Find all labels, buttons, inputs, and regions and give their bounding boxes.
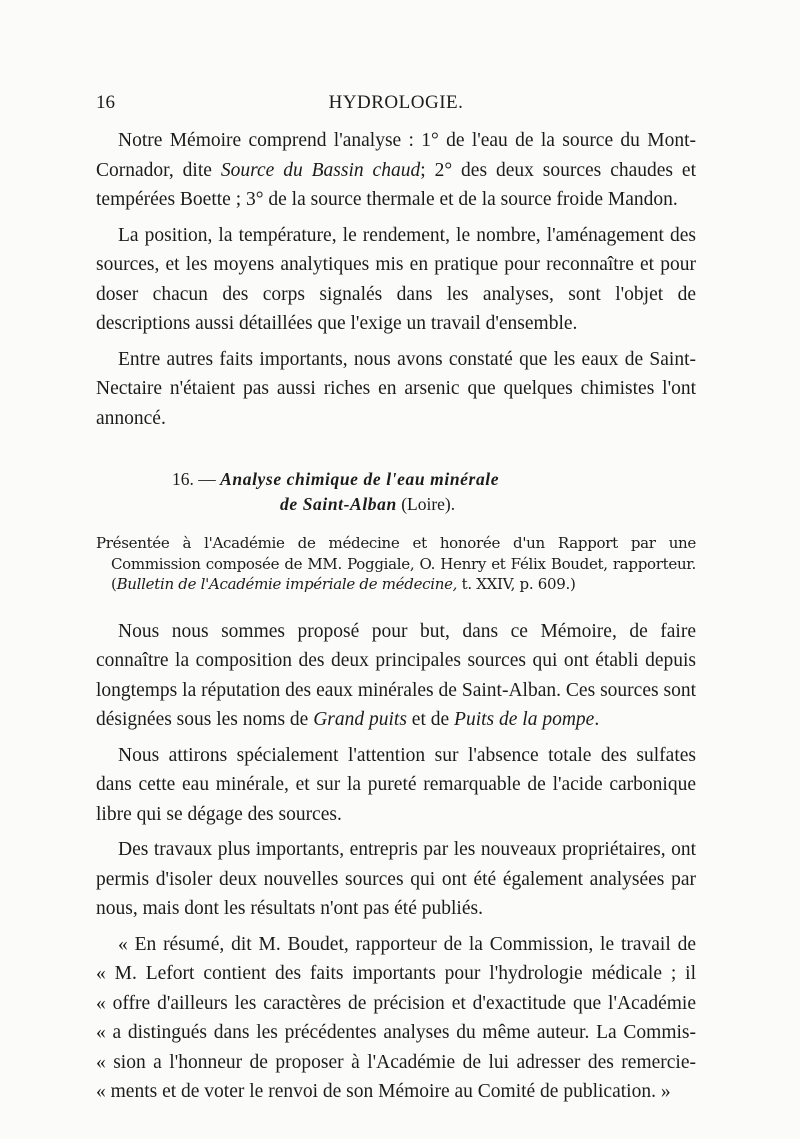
- paragraph-text: Nous nous sommes proposé pour but, dans ce Mémoire, de faire connaître la composition des deux principales sources qui ont établi depuis longtemps la réputation des eaux minérales de Saint-Alban. Ces sources sont désignées sous les noms de: [96, 620, 696, 730]
- page-number: 16: [96, 92, 115, 113]
- section-title-line1: Analyse chimique de l'eau minérale: [220, 469, 500, 489]
- section-title: [96, 467, 696, 517]
- paragraph-text: ; 2° des deux sources chaudes et tempérées Boette ; 3° de la source thermale et de la source froide Mandon.: [96, 159, 696, 210]
- paragraph-italic: Source du Bassin chaud: [220, 159, 421, 181]
- paragraph-composition: [96, 617, 696, 735]
- quote-line: « ments et de voter le renvoi de son Mémoire au Comité de publication. »: [96, 1081, 671, 1102]
- running-head: HYDROLOGIE.: [328, 92, 464, 113]
- paragraph-sulfates: Nous attirons spécialement l'attention sur l'absence totale des sulfates dans cette eau minérale, et sur la pureté remarquable de l'acide carbonique libre qui se dégage des sources.: [96, 744, 696, 825]
- section-number: 16. —: [172, 469, 221, 489]
- quote-line: « En résumé, dit M. Boudet, rapporteur de la Commission, le travail de: [118, 933, 696, 955]
- paragraph-italic: Grand puits: [313, 709, 407, 730]
- paragraph-arsenic: Entre autres faits importants, nous avons constaté que les eaux de Saint-Nectaire n'étaient pas aussi riches en arsenic que quelques chimistes l'ont annoncé.: [96, 348, 696, 429]
- paragraph-position: La position, la température, le rendement, le nombre, l'aménagement des sources, et les moyens analytiques mis en pratique pour reconnaître et pour doser chacun des corps signalés dans les analyses, sont l'objet de descriptions aussi détaillées que l'exige un travail d'ensemble.: [96, 224, 696, 334]
- paragraph-memoire: [96, 126, 696, 215]
- publication-note: [96, 533, 696, 595]
- note-text: Présentée à l'Académie de médecine et honorée d'un Rapport par une Commission composée de MM. Poggiale, O. Henry et Félix Boudet, rapporteur. (: [96, 534, 696, 593]
- paragraph-italic: Puits de la pompe: [454, 709, 595, 730]
- paragraph-travaux: Des travaux plus importants, entrepris par les nouveaux propriétaires, ont permis d'isoler deux nouvelles sources qui ont été également analysées par nous, mais dont les résultats n'ont pas été publiés.: [96, 839, 696, 919]
- note-citation: Bulletin de l'Académie impériale de médecine,: [116, 575, 458, 593]
- page-content: [96, 92, 696, 1107]
- note-text: t. XXIV, p. 609.): [457, 575, 576, 593]
- paragraph-text: .: [594, 709, 600, 730]
- paragraph-text: Notre Mémoire comprend l'analyse : 1° de l'eau de la source du Mont-Cornador, dite: [96, 130, 696, 181]
- section-title-line2-wrap: [172, 492, 696, 517]
- paragraph-text: et de: [406, 709, 455, 730]
- quote-line: « sion a l'honneur de proposer à l'Académie de lui adresser des remercie-: [96, 1051, 696, 1073]
- quote-line: « a distingués dans les précédentes analyses du même auteur. La Commis-: [96, 1022, 696, 1043]
- report-quote: [96, 930, 696, 1107]
- section-region: (Loire).: [396, 494, 456, 514]
- quote-line: « offre d'ailleurs les caractères de précision et d'exactitude que l'Académie: [96, 992, 696, 1014]
- section-title-line2: de Saint-Alban: [280, 494, 397, 514]
- quote-line: « M. Lefort contient des faits importants pour l'hydrologie médicale ; il: [96, 963, 696, 984]
- page-header: [96, 92, 696, 126]
